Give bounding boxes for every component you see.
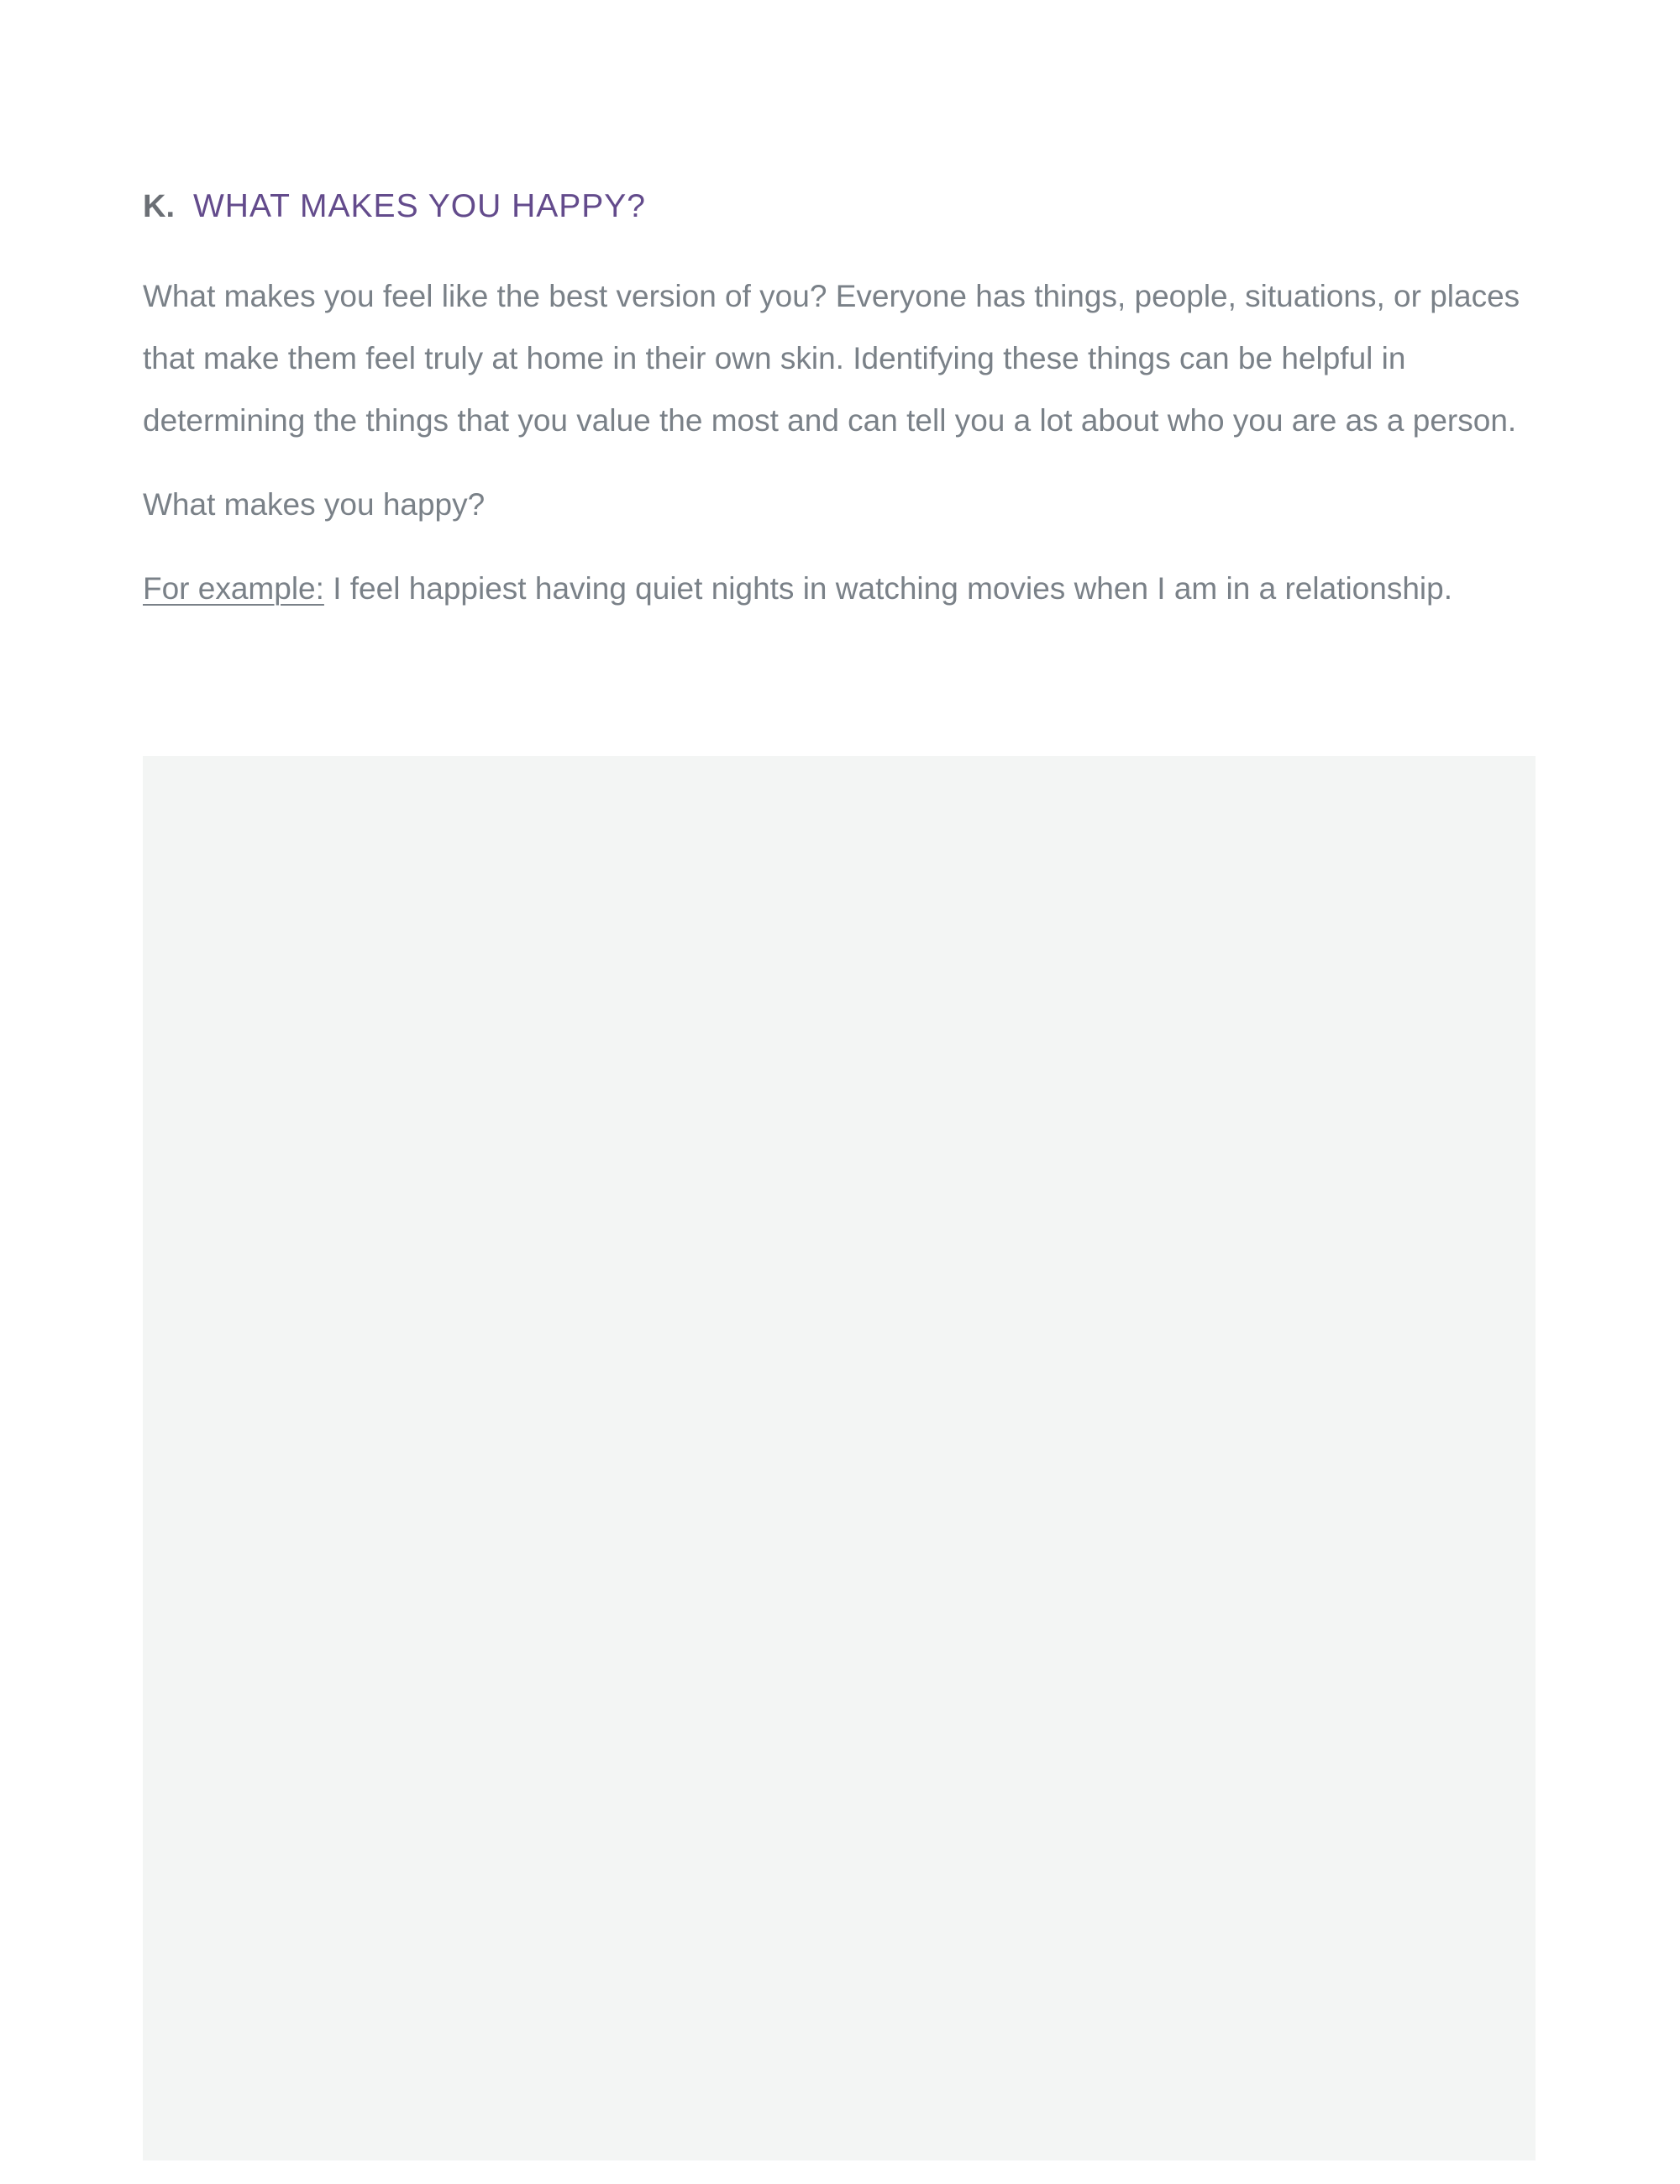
example-text: I feel happiest having quiet nights in watching movies when I am in a relationship. [323, 571, 1452, 606]
answer-textarea[interactable] [143, 756, 1536, 2160]
example-label: For example: [143, 571, 324, 606]
section-letter: K. [143, 188, 175, 224]
intro-paragraph: What makes you feel like the best version of you? Everyone has things, people, situations, or places that make them feel truly at home in their own skin. Identifying these things can be helpful in determining the things that you value the most and can tell you a lot about who you are as a person. [143, 279, 1520, 438]
section-title: WHAT MAKES YOU HAPPY? [193, 188, 646, 224]
question-text: What makes you happy? [143, 487, 486, 522]
worksheet-section [143, 181, 1536, 620]
section-heading [143, 181, 1536, 232]
example-paragraph [143, 558, 1536, 620]
